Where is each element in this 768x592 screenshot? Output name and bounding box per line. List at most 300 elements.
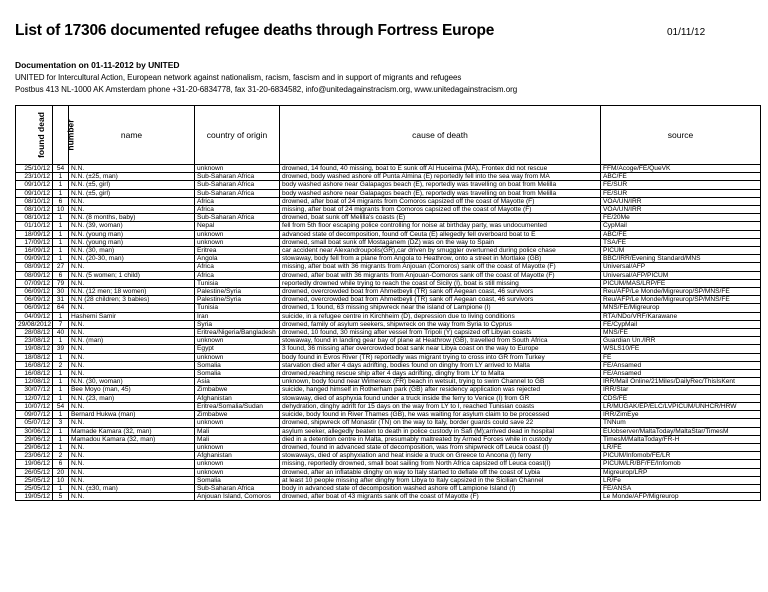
cell-name: N.N. — [69, 468, 195, 476]
table-row — [16, 255, 761, 263]
cell-name: N.N. — [69, 206, 195, 214]
cell-number: 20 — [53, 468, 69, 476]
cell-number: 6 — [53, 460, 69, 468]
table-row — [16, 320, 761, 328]
cell-source: PICUM/Infomob/FE/LR — [601, 452, 761, 460]
cell-date-found: 23/08/12 — [16, 337, 53, 345]
table-row — [16, 271, 761, 279]
cell-name: N.N. — [69, 263, 195, 271]
cell-country: Zimbabwe — [195, 411, 280, 419]
cell-cause: drowned, after boat of 43 migrants sank off the coast of Mayotte (F) — [280, 493, 601, 501]
cell-number: 1 — [53, 337, 69, 345]
table-row — [16, 386, 761, 394]
cell-cause: stowaways, died of asphyxiation and heat inside a truck on Greece to Ancona (I) ferry — [280, 452, 601, 460]
cell-number: 1 — [53, 230, 69, 238]
cell-source: FE/SUR — [601, 189, 761, 197]
cell-source: ABC/FE — [601, 173, 761, 181]
document-date: 01/11/12 — [667, 27, 706, 38]
cell-date-found: 05/07/12 — [16, 419, 53, 427]
cell-cause: starvation died after 4 days adrifting, bodies found on dinghy from LY arrived to Malta — [280, 361, 601, 369]
cell-name: N.N. — [69, 320, 195, 328]
table-row — [16, 238, 761, 246]
cell-country: Zimbabwe — [195, 386, 280, 394]
cell-name: N.N. — [69, 165, 195, 173]
cell-number: 1 — [53, 378, 69, 386]
cell-number: 2 — [53, 452, 69, 460]
cell-source: IRR/Mail Online/21Miles/DailyRec/ThisIsKent — [601, 378, 761, 386]
cell-date-found: 06/09/12 — [16, 288, 53, 296]
cell-source: FE/CypMail — [601, 320, 761, 328]
cell-cause: drowned, 1 found, 63 missing shipwreck near the island of Lampione (I) — [280, 304, 601, 312]
table-row — [16, 484, 761, 492]
cell-date-found: 06/09/12 — [16, 296, 53, 304]
cell-number: 1 — [53, 386, 69, 394]
cell-number: 31 — [53, 296, 69, 304]
table-row — [16, 443, 761, 451]
cell-date-found: 09/10/12 — [16, 189, 53, 197]
cell-cause: 3 found, 36 missing after overcrowded boat sank near Libya coast on the way to Europe — [280, 345, 601, 353]
cell-source: FE — [601, 353, 761, 361]
cell-date-found: 16/09/12 — [16, 247, 53, 255]
cell-name: N.N. — [69, 197, 195, 205]
cell-country: unknown — [195, 468, 280, 476]
cell-country: unknown — [195, 337, 280, 345]
table-row — [16, 288, 761, 296]
column-header-name: name — [69, 106, 195, 165]
cell-cause: suicide, hanged himself in Rotherham park (GB) after residency application was rejected — [280, 386, 601, 394]
cell-source: PICUM — [601, 247, 761, 255]
cell-source: MNS/FE/Migreurop — [601, 304, 761, 312]
table-row — [16, 337, 761, 345]
cell-date-found: 19/05/12 — [16, 493, 53, 501]
table-row — [16, 394, 761, 402]
cell-country: Angola — [195, 255, 280, 263]
cell-date-found: 08/10/12 — [16, 197, 53, 205]
cell-name: Hashemi Samir — [69, 312, 195, 320]
cell-country: Tunisia — [195, 304, 280, 312]
cell-date-found: 06/09/12 — [16, 304, 53, 312]
cell-country: Somalia — [195, 361, 280, 369]
cell-country: Sub-Saharan Africa — [195, 173, 280, 181]
cell-number: 7 — [53, 320, 69, 328]
table-row — [16, 476, 761, 484]
cell-country: Africa — [195, 263, 280, 271]
table-row — [16, 329, 761, 337]
cell-country: Afghanistan — [195, 394, 280, 402]
cell-name: N.N. — [69, 493, 195, 501]
cell-date-found: 17/09/12 — [16, 238, 53, 246]
cell-country: Syria — [195, 320, 280, 328]
table-row — [16, 279, 761, 287]
cell-source: ABC/FE — [601, 230, 761, 238]
cell-number: 1 — [53, 394, 69, 402]
table-row — [16, 353, 761, 361]
column-header-number — [53, 106, 76, 165]
cell-name: N.N. (5 women; 1 child) — [69, 271, 195, 279]
cell-cause: stowaway, body fell from a plane from Angola to Heathrow, onto a street in Mortlake (GB) — [280, 255, 601, 263]
cell-country: Afghanistan — [195, 452, 280, 460]
table-row — [16, 493, 761, 501]
cell-number: 10 — [53, 206, 69, 214]
cell-date-found: 29/08/2012 — [16, 320, 53, 328]
cell-cause: suicide, in a refugee centre in Kirchheim (D), depression due to living conditions — [280, 312, 601, 320]
cell-date-found: 12/08/12 — [16, 378, 53, 386]
cell-cause: body found in Evros River (TR) reportedly was migrant trying to cross into GR from Turkey — [280, 353, 601, 361]
cell-number: 1 — [53, 238, 69, 246]
cell-country: unknown — [195, 419, 280, 427]
cell-country: Iran — [195, 312, 280, 320]
cell-date-found: 09/10/12 — [16, 181, 53, 189]
table-body — [16, 165, 761, 501]
table-row — [16, 230, 761, 238]
cell-name: N.N. (man) — [69, 337, 195, 345]
cell-country: Egypt — [195, 345, 280, 353]
cell-country: Sub-Saharan Africa — [195, 181, 280, 189]
cell-number: 79 — [53, 279, 69, 287]
cell-source: FE/ANSA — [601, 484, 761, 492]
table-row — [16, 304, 761, 312]
cell-number: 1 — [53, 443, 69, 451]
cell-country: unknown — [195, 460, 280, 468]
cell-cause: drowned, after boat with 36 migrants from Anjouan-Comoros sank off the coast of Mayotte (F) — [280, 271, 601, 279]
cell-date-found: 23/06/12 — [16, 452, 53, 460]
cell-number: 1 — [53, 427, 69, 435]
cell-name: N.N. (young man) — [69, 238, 195, 246]
cell-date-found: 26/05/12 — [16, 468, 53, 476]
table-row — [16, 419, 761, 427]
table-row — [16, 361, 761, 369]
cell-source: WSLS10/FE — [601, 345, 761, 353]
cell-date-found: 25/05/12 — [16, 476, 53, 484]
cell-name: N.N. — [69, 460, 195, 468]
table-row — [16, 427, 761, 435]
cell-source: VOA/UN/IRR — [601, 206, 761, 214]
cell-name: N.N. — [69, 443, 195, 451]
cell-cause: reportedly drowned while trying to reach the coast of Sicily (I), boat is still missing — [280, 279, 601, 287]
cell-cause: at least 10 people missing after dinghy from Libya to Italy capsized in the Sicilian Channel — [280, 476, 601, 484]
cell-date-found: 01/10/12 — [16, 222, 53, 230]
cell-country: unknown — [195, 443, 280, 451]
cell-name: N.N. — [69, 402, 195, 410]
cell-name: N.N. (30, man) — [69, 247, 195, 255]
cell-country: unknown — [195, 165, 280, 173]
cell-number: 40 — [53, 329, 69, 337]
cell-number: 6 — [53, 197, 69, 205]
cell-cause: died in a detention centre in Malta, presumably maltreated by Armed Forces while in custody — [280, 435, 601, 443]
cell-source: TNNum — [601, 419, 761, 427]
cell-country: Tunisia — [195, 279, 280, 287]
cell-name: N.N. (±30, man) — [69, 484, 195, 492]
cell-country: Eritrea/Nigeria/Bangladesh — [195, 329, 280, 337]
table-row — [16, 173, 761, 181]
cell-cause: drowned, overcrowded boat from Ahmetbeyli (TR) sank off Aegean coast, 46 survivors — [280, 288, 601, 296]
cell-date-found: 25/10/12 — [16, 165, 53, 173]
cell-cause: drowned, after an inflatable dinghy on way to Italy started to deflate off the coast of Lybia — [280, 468, 601, 476]
cell-source: TimesM/MaltaToday/FR-H — [601, 435, 761, 443]
cell-number: 64 — [53, 304, 69, 312]
cell-name: N.N. (±25, man) — [69, 173, 195, 181]
cell-source: PICUM/LR/BF/FE/Infomob — [601, 460, 761, 468]
cell-number: 1 — [53, 181, 69, 189]
cell-source: LR/Fe — [601, 476, 761, 484]
column-header-found-dead-label: found dead — [35, 112, 46, 158]
table-row — [16, 263, 761, 271]
cell-number: 30 — [53, 288, 69, 296]
cell-number: 1 — [53, 222, 69, 230]
cell-cause: drowned, 14 found, 40 missing, boat to E sunk off Al Huceima (MA), Frontex did not rescue — [280, 165, 601, 173]
cell-source: CypMail — [601, 222, 761, 230]
table-row — [16, 197, 761, 205]
cell-cause: missing, after boat with 36 migrants from Anjouan (Comoros) sank off the coast of Mayotte (F) — [280, 263, 601, 271]
cell-country: Sub-Saharan Africa — [195, 484, 280, 492]
column-header-cause: cause of death — [280, 106, 601, 165]
cell-date-found: 25/05/12 — [16, 484, 53, 492]
table-row — [16, 312, 761, 320]
cell-date-found: 08/09/12 — [16, 271, 53, 279]
cell-cause: asylum seeker, allegedly beaten to death in police custody in Safi (M);arrived dead in hospital — [280, 427, 601, 435]
cell-cause: drowned, shipwreck off Monastir (TN) on the way to Italy, border guards could save 22 — [280, 419, 601, 427]
cell-date-found: 07/09/12 — [16, 279, 53, 287]
cell-cause: advanced state of decomposition, found off Ceuta (E) allegedly fell overboard boat to E — [280, 230, 601, 238]
cell-date-found: 19/08/12 — [16, 345, 53, 353]
cell-number: 10 — [53, 476, 69, 484]
cell-cause: suicide, body found in River Thames (GB), he was waiting for asylum claim to be processed — [280, 411, 601, 419]
cell-source: LR/MUGAK/EP/ELC/LVPICUM/UNHCR/HRW — [601, 402, 761, 410]
cell-country: Sub-Saharan Africa — [195, 214, 280, 222]
cell-number: 39 — [53, 345, 69, 353]
cell-source: FE/Ansamed — [601, 361, 761, 369]
cell-number: 6 — [53, 271, 69, 279]
column-header-found-dead — [16, 106, 53, 165]
cell-name: N.N (28 children; 3 babies) — [69, 296, 195, 304]
cell-name: N.N. — [69, 370, 195, 378]
cell-country: Africa — [195, 197, 280, 205]
cell-cause: fell from 5th floor escaping police controlling for noise at birthday party, was undocumented — [280, 222, 601, 230]
cell-cause: stowaway, found in landing gear bay of plane at Heathrow (GB), travelled from South Africa — [280, 337, 601, 345]
cell-date-found: 09/07/12 — [16, 411, 53, 419]
table-row — [16, 460, 761, 468]
cell-number: 3 — [53, 419, 69, 427]
cell-name: Mamadou Kamara (32, man) — [69, 435, 195, 443]
cell-name: Mamade Kamara (32, man) — [69, 427, 195, 435]
cell-cause: drowned, boat sunk off Melilla's coasts (E) — [280, 214, 601, 222]
cell-name: N.N. — [69, 279, 195, 287]
cell-date-found: 30/06/12 — [16, 427, 53, 435]
cell-country: Nepal — [195, 222, 280, 230]
cell-cause: drowned, small boat sunk off Mostaganem (DZ) was on the way to Spain — [280, 238, 601, 246]
cell-name: N.N. (23, man) — [69, 394, 195, 402]
cell-date-found: 18/08/12 — [16, 353, 53, 361]
cell-cause: stowaway, died of asphyxia found under a truck inside the ferry to Venice (I) from GR — [280, 394, 601, 402]
table-row — [16, 370, 761, 378]
cell-number: 1 — [53, 435, 69, 443]
cell-number: 1 — [53, 214, 69, 222]
cell-name: N.N. (8 months, baby) — [69, 214, 195, 222]
table-row — [16, 181, 761, 189]
cell-source: Reu/AFP/Le Monde/Migreurop/SP/MNS/FE — [601, 288, 761, 296]
cell-date-found: 04/09/12 — [16, 312, 53, 320]
cell-date-found: 09/09/12 — [16, 255, 53, 263]
cell-name: N.N. — [69, 304, 195, 312]
cell-date-found: 08/10/12 — [16, 214, 53, 222]
table-row — [16, 468, 761, 476]
cell-number: 54 — [53, 165, 69, 173]
cell-number: 1 — [53, 312, 69, 320]
table-row — [16, 345, 761, 353]
cell-number: 1 — [53, 189, 69, 197]
cell-date-found: 16/08/12 — [16, 361, 53, 369]
table-row — [16, 378, 761, 386]
documentation-line: Documentation on 01-11-2012 by UNITED — [15, 60, 180, 70]
cell-source: Reu/AFP/Le Monde/Migreurop/SP/MNS/FE — [601, 296, 761, 304]
table-row — [16, 452, 761, 460]
table-row — [16, 402, 761, 410]
cell-source: CDS/FE — [601, 394, 761, 402]
cell-number: 1 — [53, 255, 69, 263]
cell-source: Universal/AFP — [601, 263, 761, 271]
cell-source: Migreurop/LRP — [601, 468, 761, 476]
cell-cause: drowned,reaching rescue ship after 4 days adrifting, dinghy from LY to Malta — [280, 370, 601, 378]
cell-cause: drowned, 10 found, 30 missing after vessel from Tripoli (Y) capsized off Libyan coasts — [280, 329, 601, 337]
cell-cause: unknown, body found near Wimereux (FR) beach in wetsuit, trying to swim Channel to GB — [280, 378, 601, 386]
cell-date-found: 08/10/12 — [16, 206, 53, 214]
cell-number: 1 — [53, 370, 69, 378]
organization-line: UNITED for Intercultural Action, European network against nationalism, racism, fascism and in support of migrants and refugees — [15, 73, 462, 82]
cell-name: N.N. (20-30, man) — [69, 255, 195, 263]
cell-cause: drowned, after boat of 24 migrants from Comoros capsized off the coast of Mayotte (F) — [280, 197, 601, 205]
cell-source: LR/FE — [601, 443, 761, 451]
cell-country: Palestine/Syria — [195, 296, 280, 304]
contact-line: Postbus 413 NL-1000 AK Amsterdam phone +31-20-6834778, fax 31-20-6834582, info@unitedagainstracism.org, www.unitedagainstracism.org — [15, 85, 518, 94]
cell-number: 1 — [53, 247, 69, 255]
table-row — [16, 435, 761, 443]
cell-source: Universal/AFP/PICUM — [601, 271, 761, 279]
cell-source: VOA/UN/IRR — [601, 197, 761, 205]
cell-name: N.N. — [69, 452, 195, 460]
cell-country: Mali — [195, 435, 280, 443]
cell-date-found: 29/06/12 — [16, 435, 53, 443]
cell-country: Africa — [195, 206, 280, 214]
cell-source: FE/20Me — [601, 214, 761, 222]
table-row — [16, 247, 761, 255]
cell-name: N.N. (young man) — [69, 230, 195, 238]
cell-cause: car accident near Alexandroupolis(GR),car driven by smuggler overturned during police chase — [280, 247, 601, 255]
cell-number: 1 — [53, 353, 69, 361]
cell-number: 1 — [53, 411, 69, 419]
cell-date-found: 28/08/12 — [16, 329, 53, 337]
table-header-row — [16, 106, 761, 165]
cell-date-found: 19/06/12 — [16, 460, 53, 468]
cell-number: 54 — [53, 402, 69, 410]
cell-source: EUobserver/MaltaToday/MaltaStar/TimesM — [601, 427, 761, 435]
cell-cause: drowned, found in advanced state of decomposition, was from shipwreck off Leuca coast (I) — [280, 443, 601, 451]
cell-name: N.N. (±5, girl) — [69, 181, 195, 189]
cell-cause: body washed ashore near Galapagos beach (E), reportedly was travelling on boat from Melilla — [280, 181, 601, 189]
cell-name: Bernard Hukwa (man) — [69, 411, 195, 419]
cell-number: 5 — [53, 493, 69, 501]
cell-country: Anjouan Island, Comoros — [195, 493, 280, 501]
cell-name: N.N. (12 men; 18 women) — [69, 288, 195, 296]
cell-source: IRR/Star — [601, 386, 761, 394]
cell-source: TSA/FE — [601, 238, 761, 246]
cell-source: FE/Ansamed — [601, 370, 761, 378]
cell-country: Palestine/Syria — [195, 288, 280, 296]
cell-country: Mali — [195, 427, 280, 435]
cell-country: Somalia — [195, 476, 280, 484]
table-row — [16, 296, 761, 304]
cell-cause: drowned, body washed ashore off Punta Almina (E) reportedly fell into the sea way from MA — [280, 173, 601, 181]
cell-source: IRR/ZimEye — [601, 411, 761, 419]
cell-name: N.N. — [69, 361, 195, 369]
cell-date-found: 12/07/12 — [16, 394, 53, 402]
cell-name: N.N. — [69, 476, 195, 484]
cell-name: N.N. (±5, girl) — [69, 189, 195, 197]
page-title: List of 17306 documented refugee deaths through Fortress Europe — [15, 22, 495, 39]
cell-source: RTA/NDo/VRF/Karawane — [601, 312, 761, 320]
cell-date-found: 29/06/12 — [16, 443, 53, 451]
cell-name: N.N. — [69, 345, 195, 353]
table-row — [16, 189, 761, 197]
cell-cause: dehydration, dinghy adrift for 15 days on the way from LY to I, reached Tunisian coasts — [280, 402, 601, 410]
table-row — [16, 222, 761, 230]
cell-country: Asia — [195, 378, 280, 386]
cell-cause: drowned, overcrowded boat from Ahmetbeyli (TR) sank off Aegean coast, 46 survivors — [280, 296, 601, 304]
cell-number: 1 — [53, 173, 69, 181]
table-row — [16, 214, 761, 222]
cell-date-found: 23/10/12 — [16, 173, 53, 181]
cell-number: 27 — [53, 263, 69, 271]
table-row — [16, 411, 761, 419]
cell-name: N.N. (30, woman) — [69, 378, 195, 386]
cell-name: N.N. — [69, 329, 195, 337]
table-row — [16, 206, 761, 214]
cell-date-found: 08/09/12 — [16, 263, 53, 271]
cell-source: PICUM/MAS/LRP/FE — [601, 279, 761, 287]
cell-cause: drowned, family of asylum seekers, shipwreck on the way from Syria to Cyprus — [280, 320, 601, 328]
column-header-source: source — [601, 106, 761, 165]
cell-name: N.N. — [69, 419, 195, 427]
column-header-country: country of origin — [195, 106, 280, 165]
cell-date-found: 10/07/12 — [16, 402, 53, 410]
cell-cause: body in advanced state of decomposition washed ashore off Lampione Island (I) — [280, 484, 601, 492]
cell-source: MNS/FE — [601, 329, 761, 337]
cell-date-found: 16/08/12 — [16, 370, 53, 378]
cell-source: FE/SUR — [601, 181, 761, 189]
cell-number: 2 — [53, 361, 69, 369]
cell-country: Somalia — [195, 370, 280, 378]
cell-country: unknown — [195, 238, 280, 246]
cell-cause: missing, after boat of 24 migrants from Comoros capsized off the coast of Mayotte (F) — [280, 206, 601, 214]
cell-number: 1 — [53, 484, 69, 492]
cell-country: Eritrea — [195, 247, 280, 255]
cell-name: N.N. — [69, 353, 195, 361]
cell-date-found: 30/07/12 — [16, 386, 53, 394]
cell-country: Africa — [195, 271, 280, 279]
cell-source: Le Monde/AFP/Migreurop — [601, 493, 761, 501]
cell-name: Bee Moyo (man, 45) — [69, 386, 195, 394]
cell-cause: missing, reportedly drowned, small boat sailing from North Africa capsized off Leuca coast(I) — [280, 460, 601, 468]
cell-cause: body washed ashore near Galapagos beach (E), reportedly was travelling on boat from Melilla — [280, 189, 601, 197]
cell-source: Guardian Un./IRR — [601, 337, 761, 345]
cell-country: unknown — [195, 230, 280, 238]
table-row — [16, 165, 761, 173]
cell-country: unknown — [195, 353, 280, 361]
cell-source: FFM/Acoge/FE/QueVK — [601, 165, 761, 173]
column-header-number-label: number — [65, 119, 76, 151]
cell-date-found: 18/09/12 — [16, 230, 53, 238]
cell-country: Eritrea/Somalia/Sudan — [195, 402, 280, 410]
deaths-table — [15, 105, 761, 501]
